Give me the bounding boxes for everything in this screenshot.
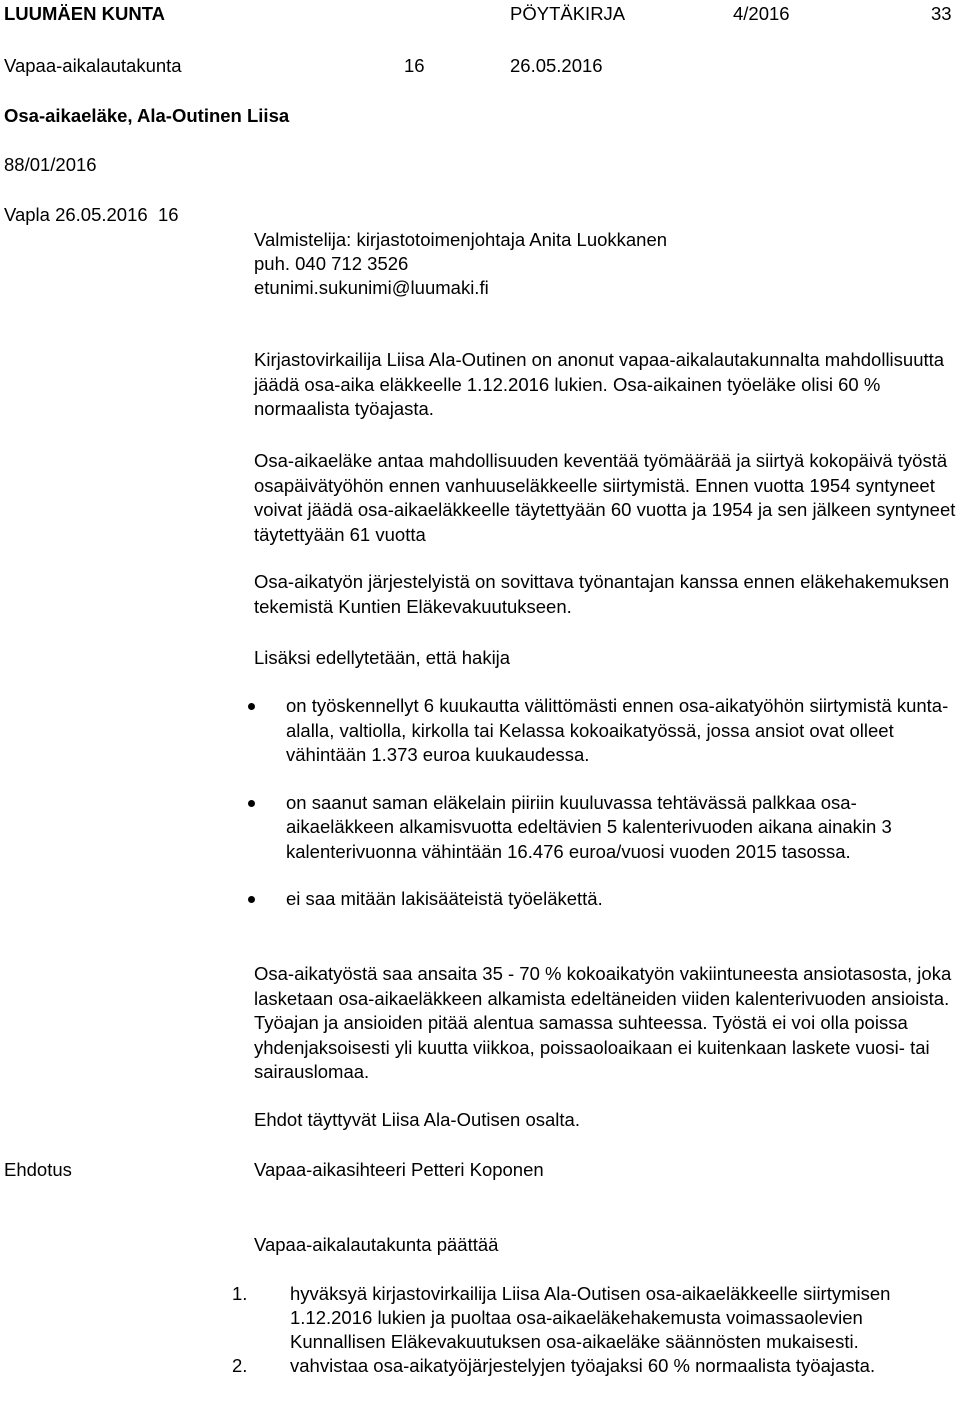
municipality-name: LUUMÄEN KUNTA [4, 3, 165, 24]
paragraph-description [254, 449, 960, 547]
decision-intro: Vapaa-aikalautakunta päättää [254, 1234, 499, 1255]
paragraph-conditions [254, 1108, 960, 1133]
list-item: on työskennellyt 6 kuukautta välittömästi ennen osa-aikatyöhön siirtymistä kunta-alalla, valtiolla, kirkolla tai Kelassa kokoaikatyössä, jossa ansiot ovat olleet vähintään 1.373 euroa kuukaudessa. [254, 694, 960, 768]
preparer-phone: puh. 040 712 3526 [254, 253, 409, 274]
list-item: ei saa mitään lakisääteistä työeläkettä. [254, 887, 960, 912]
preparer-email: etunimi.sukunimi@luumaki.fi [254, 277, 489, 298]
paragraph-text: Kirjastovirkailija Liisa Ala-Outinen on anonut vapaa-aikalautakunnalta mahdollisuutta jäädä osa-aika eläkkeelle 1.12.2016 lukien. Osa-aikainen työeläke olisi 60 % normaalista työajasta. [254, 349, 945, 419]
item-number: 1. [232, 1283, 248, 1304]
board-name: Vapaa-aikalautakunta [4, 55, 182, 76]
document-number: 4/2016 [733, 3, 790, 24]
paragraph-earnings [254, 962, 960, 1085]
item-text: hyväksyä kirjastovirkailija Liisa Ala-Outisen osa-aikaeläkkeelle siirtymisen 1.12.2016 lukien ja puoltaa osa-aikaeläkehakemusta voimassaolevien Kunnallisen Eläkevakuutuksen osa-aikaeläke säännösten mukaisesti. [290, 1283, 891, 1352]
proposal-label: Ehdotus [4, 1159, 72, 1180]
paragraph-text: Lisäksi edellytetään, että hakija [254, 647, 511, 668]
proposer: Vapaa-aikasihteeri Petteri Koponen [254, 1159, 544, 1180]
meeting-date: 26.05.2016 [510, 55, 603, 76]
item-number: 2. [232, 1355, 248, 1376]
paragraph-application [254, 348, 960, 422]
item-text: vahvistaa osa-aikatyöjärjestelyjen työajaksi 60 % normaalista työajasta. [290, 1355, 876, 1376]
case-title: Osa-aikaeläke, Ala-Outinen Liisa [4, 105, 290, 126]
case-reference: 88/01/2016 [4, 154, 97, 175]
paragraph-arrangement [254, 570, 960, 619]
section-number: 16 [404, 55, 425, 76]
paragraph-text: Ehdot täyttyvät Liisa Ala-Outisen osalta. [254, 1109, 580, 1130]
paragraph-text: Osa-aikatyön järjestelyistä on sovittava työnantajan kanssa ennen eläkehakemuksen tekemistä Kuntien Eläkevakuutukseen. [254, 571, 950, 617]
list-item [232, 1282, 902, 1354]
paragraph-text: Osa-aikaeläke antaa mahdollisuuden keventää työmäärää ja siirtyä kokopäivä työstä osapäivätyöhön ennen vanhuuseläkkeelle siirtymistä. Ennen vuotta 1954 syntyneet voivat jäädä osa-aikaeläkkeelle täytettyään 60 vuotta ja 1954 ja sen jälkeen syntyneet täytettyään 61 vuotta [254, 450, 956, 545]
list-item [232, 1354, 902, 1378]
paragraph-text: Osa-aikatyöstä saa ansaita 35 - 70 % kokoaikatyön vakiintuneesta ansiotasosta, joka lasketaan osa-aikaeläkkeen alkamista edeltäneiden viiden kalenterivuoden ansioista. Työajan ja ansioiden pitää alentua samassa suhteessa. Työstä ei voi olla poissa yhdenjaksoisesti yli kuutta viikkoa, poissaoloaikaan ei kuitenkaan laskete vuosi- tai sairauslomaa. [254, 963, 952, 1082]
list-item: on saanut saman eläkelain piiriin kuuluvassa tehtävässä palkkaa osa-aikaeläkkeen alkamisvuotta edeltävien 5 kalenterivuoden aikana ainakin 3 kalenterivuonna vähintään 16.476 euroa/vuosi vuoden 2015 tasossa. [254, 791, 960, 865]
paragraph-requirements-intro [254, 646, 960, 671]
requirements-list [254, 694, 960, 912]
previous-handling: Vapla 26.05.2016 16 [4, 204, 179, 225]
page-number: 33 [931, 3, 952, 24]
preparer-line: Valmistelija: kirjastotoimenjohtaja Anita Luokkanen [254, 229, 668, 250]
decision-list [232, 1282, 960, 1378]
document-type: PÖYTÄKIRJA [510, 3, 626, 24]
